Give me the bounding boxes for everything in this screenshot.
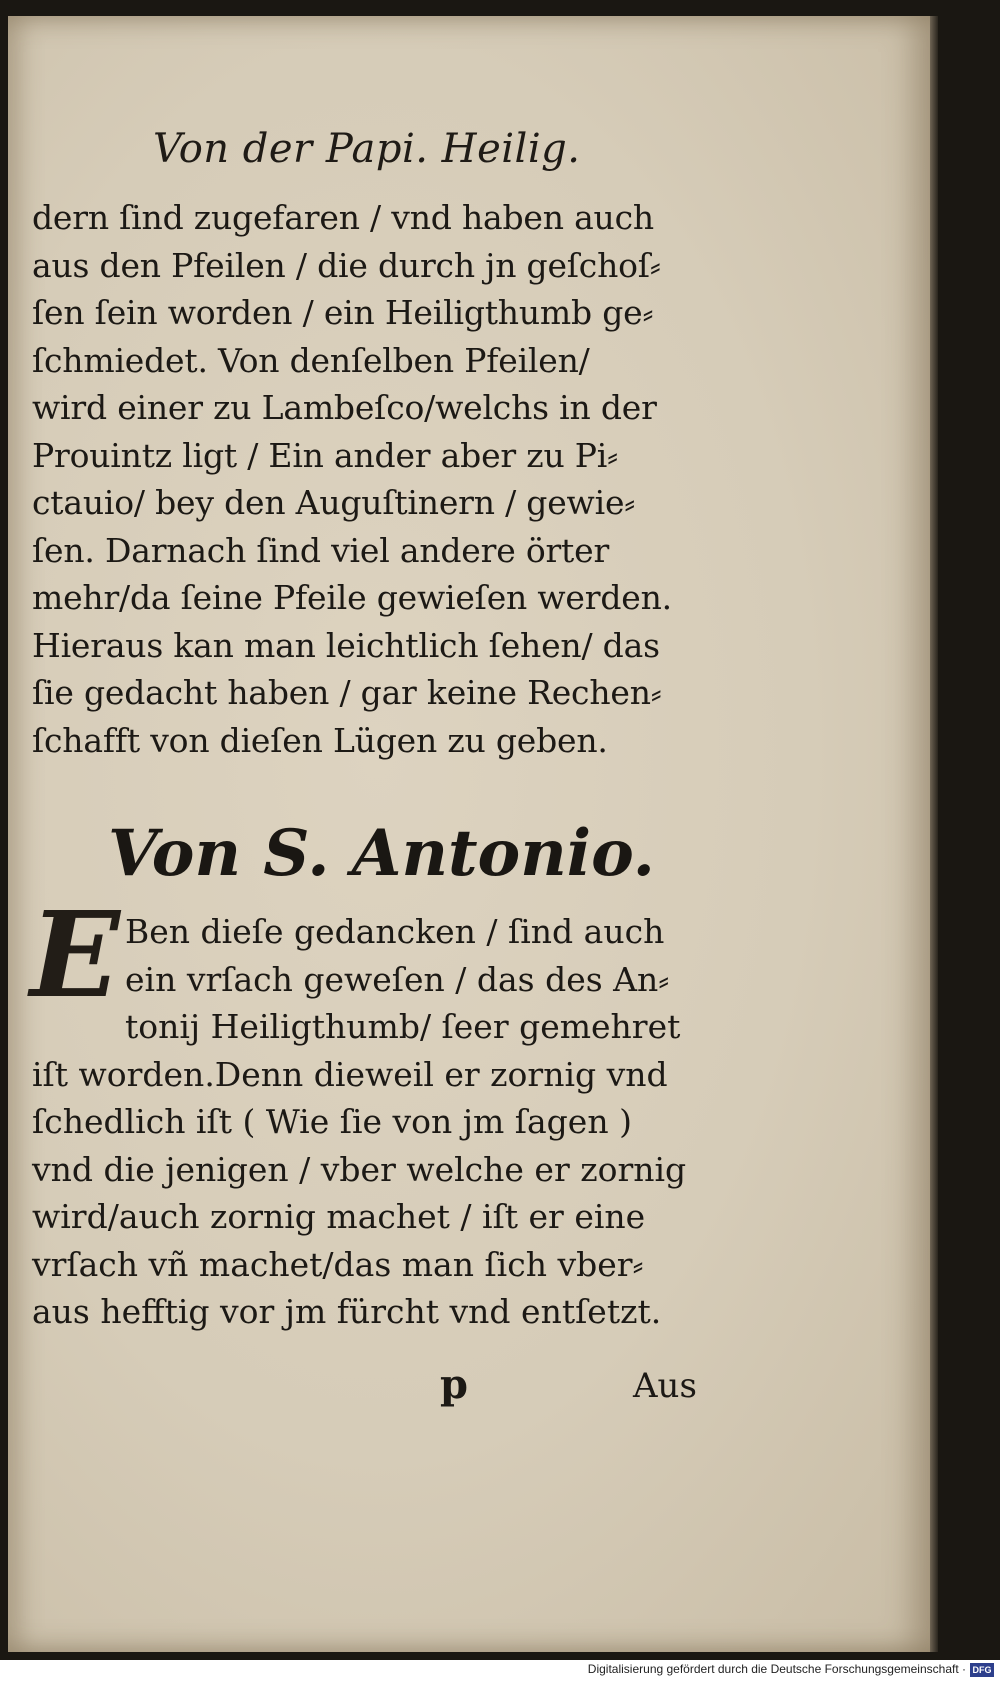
text-line: iſt worden.Denn dieweil er zornig vnd xyxy=(32,1054,668,1094)
running-head: Von der Papi. Heilig. xyxy=(153,126,581,172)
text-line: Ben dieſe gedancken / ſind auch xyxy=(125,912,665,951)
catchword: Aus xyxy=(633,1366,697,1406)
signature-mark: p xyxy=(440,1361,468,1408)
text-line: aus den Pfeilen / die durch jn geſchoſ⸗ xyxy=(32,245,661,285)
text-line: vnd die jenigen / vber welche er zornig xyxy=(32,1149,687,1189)
text-line: Prouintz ligt / Ein ander aber zu Pi⸗ xyxy=(32,435,618,475)
text-line: ein vrſach geweſen / das des An⸗ xyxy=(125,959,670,999)
text-line: ſchafft von dieſen Lügen zu geben. xyxy=(32,720,608,760)
text-line: wird einer zu Lambeſco/welchs in der xyxy=(32,388,657,427)
text-line: tonij Heiligthumb/ ſeer gemehret xyxy=(125,1007,681,1046)
book-page xyxy=(8,16,938,1652)
dfg-logo: DFG xyxy=(970,1663,994,1677)
text-line: Hieraus kan man leichtlich ſehen/ das xyxy=(32,625,660,665)
footer-credit: Digitalisierung gefördert durch die Deutsche Forschungsgemeinschaft · xyxy=(587,1662,966,1676)
body-text xyxy=(32,194,732,764)
text-line: ſen ſein worden / ein Heiligthumb ge⸗ xyxy=(32,293,654,332)
text-line: wird/auch zornig machet / iſt er eine xyxy=(32,1197,646,1236)
text-line: mehr/da ſeine Pfeile gewieſen werden. xyxy=(32,578,672,617)
footer-bar xyxy=(0,1660,1000,1681)
text-line: ſchmiedet. Von denſelben Pfeilen/ xyxy=(32,340,590,380)
page-edge xyxy=(930,16,938,1652)
text-line: ctauio/ bey den Auguſtinern / gewie⸗ xyxy=(32,483,636,522)
decorated-initial: E xyxy=(30,885,120,1024)
text-line: dern ſind zugefaren / vnd haben auch xyxy=(32,198,654,237)
text-line: ſen. Darnach ſind viel andere örter xyxy=(32,530,610,570)
text-line: ſchedlich iſt ( Wie ſie von jm ſagen ) xyxy=(32,1102,632,1141)
text-line: aus hefftig vor jm fürcht vnd entſetzt. xyxy=(32,1292,662,1331)
text-line: ſie gedacht haben / gar keine Rechen⸗ xyxy=(32,673,662,712)
section-heading: Von S. Antonio. xyxy=(108,816,655,891)
section-text xyxy=(32,908,732,1336)
text-line: vrſach vñ machet/das man ſich vber⸗ xyxy=(32,1244,644,1284)
